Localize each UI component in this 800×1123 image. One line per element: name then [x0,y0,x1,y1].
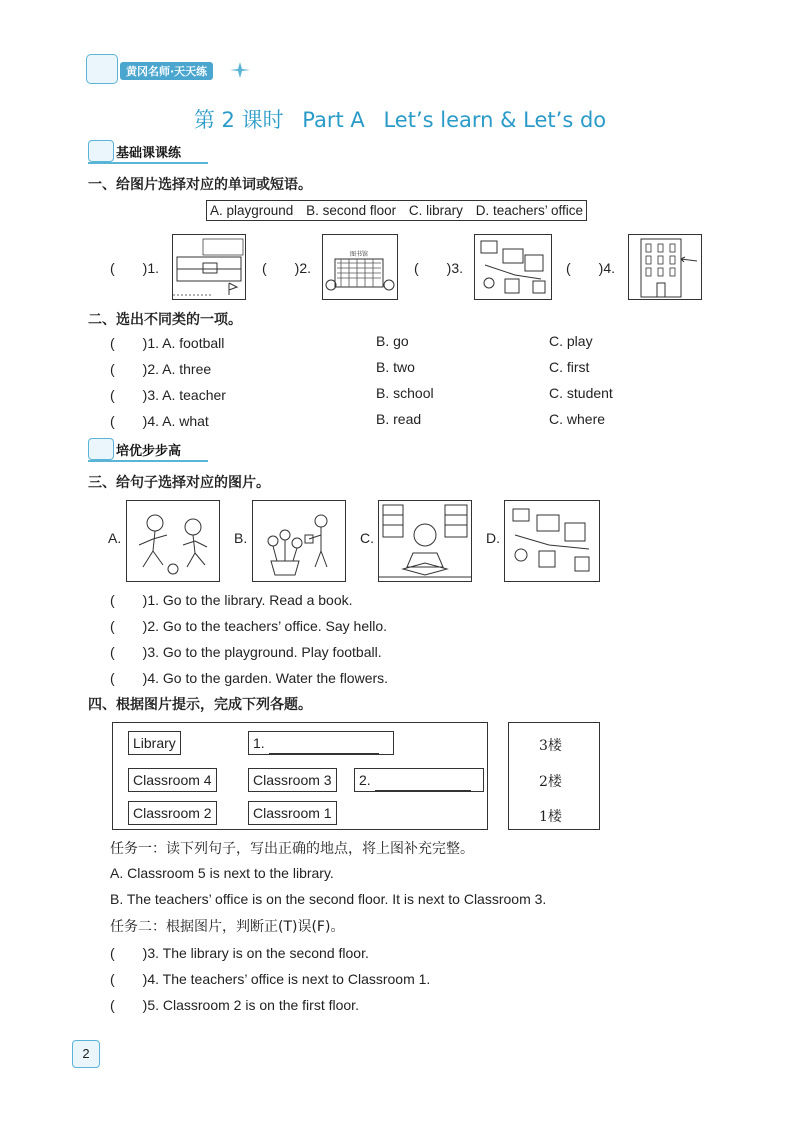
picture-d-office [504,500,600,582]
sparkle-icon [230,62,250,78]
answer-slot-2[interactable]: ( )2. [262,260,311,276]
room-classroom-1: Classroom 1 [248,801,337,825]
sentence-item-1[interactable]: ( )1. Go to the library. Read a book. [110,592,353,608]
answer-slot-1[interactable]: ( )1. [110,260,159,276]
room-classroom-3: Classroom 3 [248,768,337,792]
page-title [0,104,800,134]
row-question: ( )3. A. teacher [110,387,226,403]
lesson-topic: Let’s learn & Let’s do [383,108,607,132]
task-1-clue-a: A. Classroom 5 is next to the library. [110,865,334,881]
odd-one-row-1[interactable] [110,333,224,353]
task-2-instruction: 任务二：根据图片，判断正(T)误(F)。 [110,919,345,935]
choice-c: C. play [549,333,593,349]
option-c: C. library [408,203,463,218]
floor-2: 2楼 [539,774,562,790]
judgement-item-4[interactable]: ( )4. The teachers’ office is next to Classroom 1. [110,971,431,987]
lesson-part: Part A [302,108,365,132]
series-label: 黄冈名师·天天练 [120,62,213,80]
series-brand [86,52,256,86]
sentence-item-3[interactable]: ( )3. Go to the playground. Play football. [110,644,382,660]
library-sign: 图书馆 [350,252,369,258]
choice-c: C. first [549,359,590,375]
picture-teachers-office [474,234,552,300]
picture-label-b: B. [234,530,248,546]
picture-a-football [126,500,220,582]
choice-c: C. student [549,385,613,401]
answer-slot-3[interactable]: ( )3. [414,260,463,276]
section2-heading: 二、选出不同类的一项。 [88,312,242,328]
section-tag-basic [88,140,218,162]
picture-playground [172,234,246,300]
option-a: A. playground [210,203,294,218]
word-options-box [206,200,587,221]
lesson-number: 第 2 课时 [193,108,284,132]
row-question: ( )1. A. football [110,335,225,351]
blank-number: 1. [253,735,265,751]
sentence-item-2[interactable]: ( )2. Go to the teachers’ office. Say hello. [110,618,388,634]
choice-b: B. two [376,359,415,375]
option-d: D. teachers’ office [475,203,583,218]
section4-heading: 四、根据图片提示，完成下列各题。 [88,697,312,713]
page-number: 2 [72,1040,100,1068]
picture-library-building [322,234,398,300]
section-tag-advance [88,438,218,460]
divider [88,460,208,462]
section-tag-label: 培优步步高 [116,444,182,459]
room-blank-1[interactable] [248,731,394,755]
mascot-icon [88,140,114,162]
choice-c: C. where [549,411,606,427]
room-classroom-4: Classroom 4 [128,768,217,792]
section3-heading: 三、给句子选择对应的图片。 [88,475,270,491]
picture-label-d: D. [486,530,500,546]
row-question: ( )2. A. three [110,361,212,377]
picture-b-garden [252,500,346,582]
section-tag-label: 基础课课练 [116,146,182,161]
row-question: ( )4. A. what [110,413,209,429]
answer-slot-4[interactable]: ( )4. [566,260,615,276]
picture-label-a: A. [108,530,122,546]
mascot-icon [86,54,118,84]
odd-one-row-3[interactable] [110,385,226,405]
blank-number: 2. [359,772,371,788]
picture-c-library [378,500,472,582]
picture-label-c: C. [360,530,374,546]
odd-one-row-4[interactable] [110,411,209,431]
room-classroom-2: Classroom 2 [128,801,217,825]
room-blank-2[interactable] [354,768,484,792]
answer-line [269,741,379,754]
sentence-item-4[interactable]: ( )4. Go to the garden. Water the flowers. [110,670,389,686]
answer-line [375,778,471,791]
option-b: B. second floor [306,203,397,218]
judgement-item-5[interactable]: ( )5. Classroom 2 is on the first floor. [110,997,359,1013]
choice-b: B. read [376,411,422,427]
judgement-item-3[interactable]: ( )3. The library is on the second floor. [110,945,369,961]
task-1-clue-b: B. The teachers’ office is on the second floor. It is next to Classroom 3. [110,891,547,907]
choice-b: B. school [376,385,434,401]
odd-one-row-2[interactable] [110,359,211,379]
room-library: Library [128,731,181,755]
floor-1: 1楼 [539,809,562,825]
floor-3: 3楼 [539,738,562,754]
choice-b: B. go [376,333,409,349]
task-1-instruction: 任务一：读下列句子，写出正确的地点，将上图补充完整。 [110,841,474,857]
divider [88,162,208,164]
section1-heading: 一、给图片选择对应的单词或短语。 [88,177,312,193]
picture-second-floor-building [628,234,702,300]
mascot-icon [88,438,114,460]
floor-legend [508,722,600,830]
